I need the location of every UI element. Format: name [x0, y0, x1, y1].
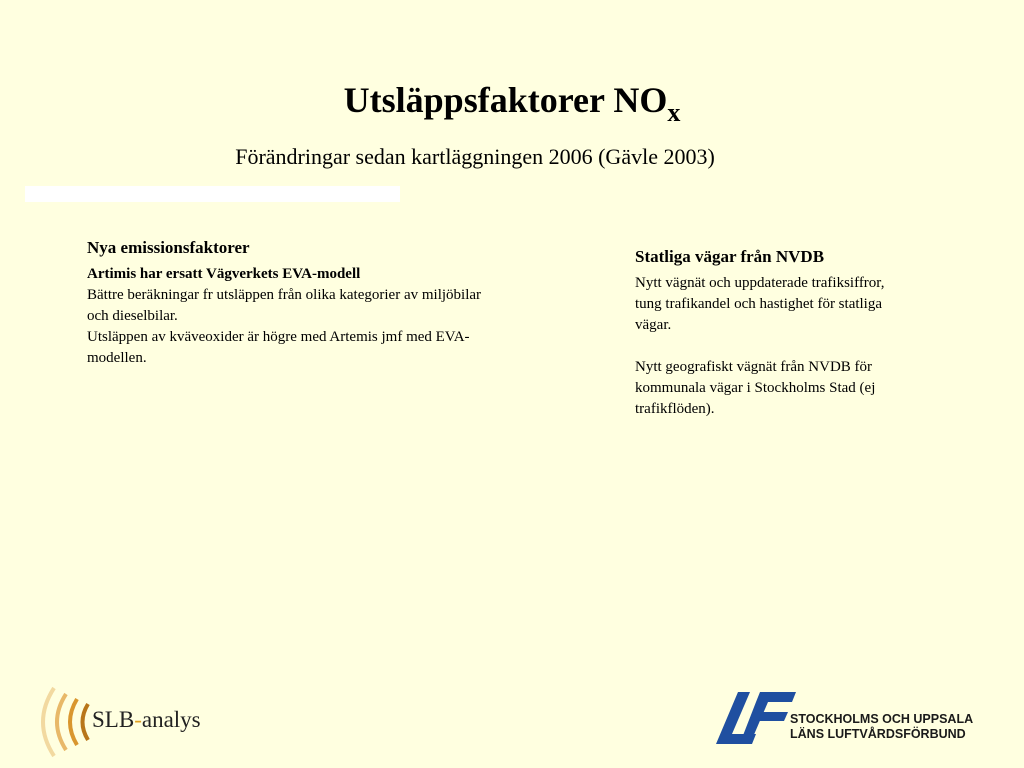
slb-name-b: analys — [141, 707, 201, 732]
lvf-line-2: LÄNS LUFTVÅRDSFÖRBUND — [790, 727, 966, 741]
slb-arc-2 — [57, 694, 66, 750]
lvf-logo-text — [790, 712, 973, 742]
slb-name-a: SLB — [92, 707, 135, 732]
right-column — [635, 245, 885, 441]
right-heading: Statliga vägar från NVDB — [635, 247, 825, 266]
left-heading: Nya emissionsfaktorer — [87, 238, 250, 257]
slide-title-subscript: x — [667, 98, 681, 127]
left-line-1: Bättre beräkningar fr utsläppen från olika kategorier av miljöbilar och dieselbilar. — [87, 287, 482, 324]
slb-dot: - — [134, 707, 142, 732]
slb-arc-1 — [43, 688, 54, 756]
slide-title-text: Utsläppsfaktorer NO — [343, 80, 668, 120]
slide-subtitle: Förändringar sedan kartläggningen 2006 (Gävle 2003) — [235, 144, 715, 169]
slide-title — [0, 78, 1024, 135]
right-paragraph-2: Nytt geografiskt vägnät från NVDB för kommunala vägar i Stockholms Stad (ej trafikflöden). — [635, 359, 876, 417]
slb-logo-text — [92, 707, 201, 733]
lvf-f-mid — [758, 712, 788, 721]
slb-arc-3 — [70, 699, 77, 745]
left-bold-line: Artimis har ersatt Vägverkets EVA-modell — [87, 266, 361, 282]
lvf-line-1: STOCKHOLMS OCH UPPSALA — [790, 712, 974, 726]
lvf-f-top — [756, 692, 796, 702]
left-column — [87, 236, 497, 369]
slb-arc-4 — [83, 704, 89, 740]
left-line-2: Utsläppen av kväveoxider är högre med Artemis jmf med EVA-modellen. — [87, 329, 470, 366]
decorative-bar — [25, 186, 400, 202]
right-paragraph-1: Nytt vägnät och uppdaterade trafiksiffror, tung trafikandel och hastighet för statliga vägar. — [635, 275, 885, 333]
lvf-logo-icon — [716, 692, 796, 744]
